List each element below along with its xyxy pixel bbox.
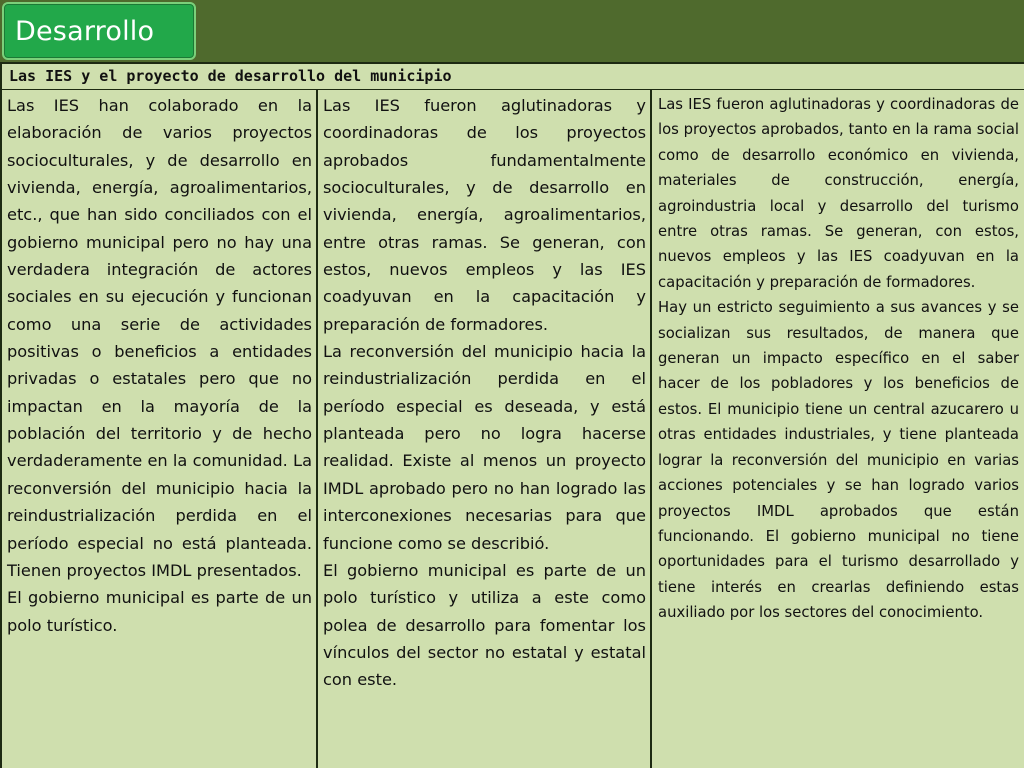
column-1-paragraph-1: Las IES han colaborado en la elaboración de varios proyectos socioculturales, y de desarrollo en vivienda, energía, agroalimentarios, etc., que han sido conciliados con el gobierno municipal pero no hay una verdadera integración de actores sociales en su ejecución y funcionan como una serie de actividades positivas o beneficios a entidades privadas o estatales pero que no impactan en la mayoría de la población del territorio y de hecho verdaderamente en la comunidad. La reconversión del municipio hacia la reindustrialización perdida en el período especial no está planteada. Tienen proyectos IMDL presentados. bbox=[7, 96, 312, 580]
table-header-row bbox=[2, 64, 1024, 90]
column-2-paragraph-3: El gobierno municipal es parte de un polo turístico y utiliza a este como polea de desarrollo para fomentar los vínculos del sector no estatal y estatal con este. bbox=[323, 560, 646, 690]
content-table bbox=[0, 62, 1024, 768]
column-3-paragraph-1: Las IES fueron aglutinadoras y coordinadoras de los proyectos aprobados, tanto en la rama social como de desarrollo económico en vivienda, materiales de construcción, energía, agroindustria local y desarrollo del turismo entre otras ramas. Se generan, con estos, nuevos empleos y las IES coadyuvan en la capacitación y preparación de formadores. bbox=[658, 96, 1019, 291]
column-1 bbox=[2, 90, 318, 768]
column-2-paragraph-2: La reconversión del municipio hacia la reindustrialización perdida en el período especial es deseada, y está planteada pero no logra hacerse realidad. Existe al menos un proyecto IMDL aprobado pero no han logrado las interconexiones necesarias para que funcione como se describió. bbox=[323, 342, 646, 553]
column-2-paragraph-1: Las IES fueron aglutinadoras y coordinadoras de los proyectos aprobados fundamentalmente socioculturales, y de desarrollo en vivienda, energía, agroalimentarios, entre otras ramas. Se generan, con estos, nuevos empleos y las IES coadyuvan en la capacitación y preparación de formadores. bbox=[323, 96, 646, 334]
table-header: Las IES y el proyecto de desarrollo del municipio bbox=[9, 67, 452, 85]
column-2 bbox=[318, 90, 652, 768]
slide-title: Desarrollo bbox=[15, 16, 155, 47]
column-3-paragraph-2: Hay un estricto seguimiento a sus avances y se socializan sus resultados, de manera que generan un impacto específico en el saber hacer de los pobladores y los beneficios de estos. El municipio tiene un central azucarero u otras entidades industriales, y tiene planteada lograr la reconversión del municipio en varias acciones potenciales y se han logrado varios proyectos IMDL aprobados que están funcionando. El gobierno municipal no tiene oportunidades para el turismo desarrollado y tiene interés en crearlas definiendo estas auxiliado por los sectores del conocimiento. bbox=[658, 299, 1019, 622]
top-bar bbox=[0, 0, 1024, 62]
title-box bbox=[2, 2, 196, 60]
column-1-paragraph-2: El gobierno municipal es parte de un polo turístico. bbox=[7, 588, 312, 635]
column-3 bbox=[652, 90, 1024, 768]
